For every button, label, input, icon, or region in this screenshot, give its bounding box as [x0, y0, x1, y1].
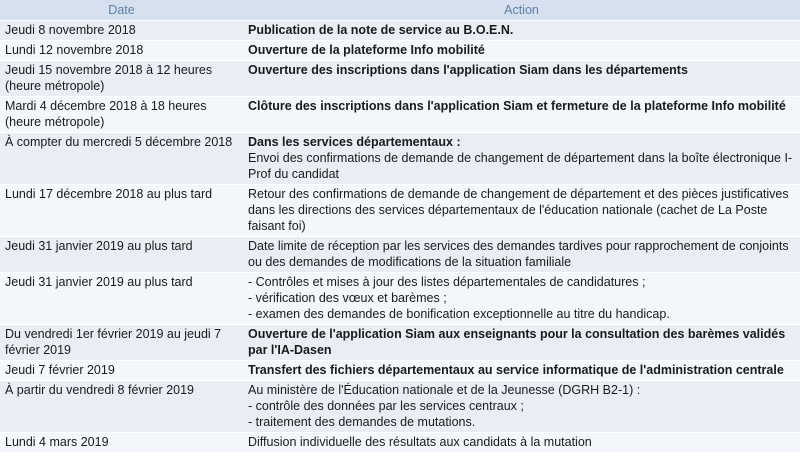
table-row	[0, 361, 800, 381]
action-text-line: - traitement des demandes de mutations.	[248, 415, 476, 429]
action-text-line: Diffusion individuelle des résultats aux candidats à la mutation	[248, 435, 592, 449]
table-body	[0, 21, 800, 453]
action-text-line: - examen des demandes de bonification exceptionnelle au titre du handicap.	[248, 307, 670, 321]
date-cell: Jeudi 7 février 2019	[0, 361, 243, 381]
action-column-header: Action	[243, 0, 800, 21]
date-cell: À partir du vendredi 8 février 2019	[0, 381, 243, 433]
table-row	[0, 325, 800, 361]
date-cell: Jeudi 15 novembre 2018 à 12 heures (heure métropole)	[0, 61, 243, 97]
table-header	[0, 0, 800, 21]
table-row	[0, 41, 800, 61]
action-bold-text: Clôture des inscriptions dans l'application Siam et fermeture de la plateforme Info mobilité	[248, 99, 786, 113]
action-cell	[243, 41, 800, 61]
date-cell: Du vendredi 1er février 2019 au jeudi 7 février 2019	[0, 325, 243, 361]
action-cell	[243, 61, 800, 97]
action-bold-text: Dans les services départementaux :	[248, 135, 461, 149]
table-row	[0, 185, 800, 237]
action-text-line: Envoi des confirmations de demande de changement de département dans la boîte électronique I-Prof du candidat	[248, 151, 793, 181]
action-cell	[243, 21, 800, 41]
action-bold-text: Ouverture de la plateforme Info mobilité	[248, 43, 485, 57]
table-row	[0, 61, 800, 97]
date-column-header: Date	[0, 0, 243, 21]
table-row	[0, 21, 800, 41]
action-cell	[243, 133, 800, 185]
action-text-line: Au ministère de l'Éducation nationale et de la Jeunesse (DGRH B2-1) :	[248, 383, 641, 397]
action-cell	[243, 361, 800, 381]
action-text-line: - contrôle des données par les services centraux ;	[248, 399, 524, 413]
date-cell: Jeudi 8 novembre 2018	[0, 21, 243, 41]
date-cell: À compter du mercredi 5 décembre 2018	[0, 133, 243, 185]
action-cell	[243, 237, 800, 273]
date-cell: Lundi 4 mars 2019	[0, 433, 243, 453]
action-bold-text: Publication de la note de service au B.O.E.N.	[248, 23, 514, 37]
table-row	[0, 381, 800, 433]
action-cell	[243, 433, 800, 453]
action-text-line: - Contrôles et mises à jour des listes départementales de candidatures ;	[248, 275, 646, 289]
table-row	[0, 97, 800, 133]
header-row	[0, 0, 800, 21]
table-row	[0, 133, 800, 185]
action-text-line: - vérification des vœux et barèmes ;	[248, 291, 447, 305]
action-cell	[243, 185, 800, 237]
table-row	[0, 273, 800, 325]
date-cell: Lundi 12 novembre 2018	[0, 41, 243, 61]
table-row	[0, 237, 800, 273]
date-cell: Lundi 17 décembre 2018 au plus tard	[0, 185, 243, 237]
action-text-line: Retour des confirmations de demande de changement de département et des pièces justificatives dans les directions des services départementaux de l'éducation nationale (cachet de La Poste faisant foi)	[248, 187, 789, 233]
action-cell	[243, 273, 800, 325]
action-cell	[243, 381, 800, 433]
action-bold-text: Transfert des fichiers départementaux au service informatique de l'administration centrale	[248, 363, 784, 377]
date-cell: Mardi 4 décembre 2018 à 18 heures (heure métropole)	[0, 97, 243, 133]
date-cell: Jeudi 31 janvier 2019 au plus tard	[0, 273, 243, 325]
action-text-line: Date limite de réception par les services des demandes tardives pour rapprochement de conjoints ou des demandes de modifications de la situation familiale	[248, 239, 789, 269]
action-cell	[243, 97, 800, 133]
date-cell: Jeudi 31 janvier 2019 au plus tard	[0, 237, 243, 273]
table-row	[0, 433, 800, 453]
action-bold-text: Ouverture des inscriptions dans l'application Siam dans les départements	[248, 63, 688, 77]
action-bold-text: Ouverture de l'application Siam aux enseignants pour la consultation des barèmes validés par l'IA-Dasen	[248, 327, 786, 357]
action-cell	[243, 325, 800, 361]
